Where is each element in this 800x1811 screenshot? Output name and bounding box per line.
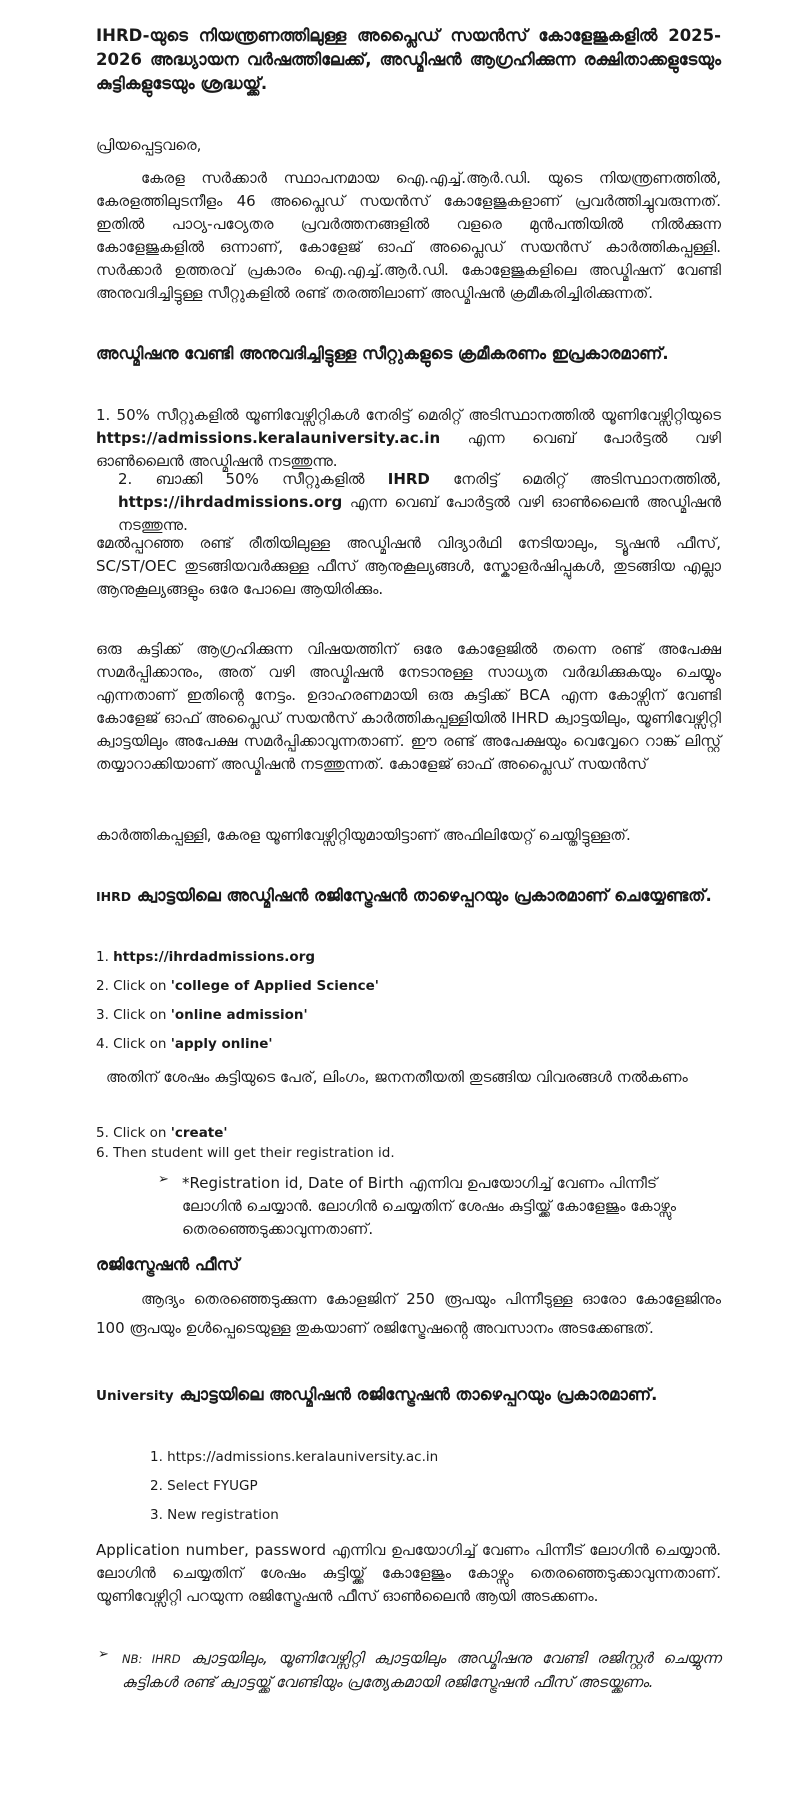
university-registration-heading [96,1380,721,1440]
common-benefits-paragraph: മേൽപ്പറഞ്ഞ രണ്ട് രീതിയിലുള്ള അഡ്മിഷൻ വിദ്യാർഥി നേടിയാലും, ട്യൂഷൻ ഫീസ്, SC/ST/OEC തുടങ്ങിയവർക്കുള്ള ഫീസ് ആനുകൂല്യങ്ങൾ, സ്കോളർഷിപ്പുകൾ, തുടങ്ങിയ എല്ലാ ആനുകൂല്യങ്ങളും ഒരേ പോലെ ആയിരിക്കും. [96,534,721,598]
arrow-bullet-icon: ➢ [98,1647,109,1662]
ihrd-step-3-target: 'online admission' [170,1007,308,1023]
ihrd-step-2-target: 'college of Applied Science' [170,978,379,994]
seat-arrangement-heading: അഡ്മിഷനു വേണ്ടി അനുവദിച്ചിട്ടുള്ള സീറ്റുകളുടെ ക്രമീകരണം ഇപ്രകാരമാണ്. [96,344,669,363]
ihrd-step-1 [96,946,721,975]
ihrd-step-1-number: 1. [96,949,114,965]
seat-item-1 [96,404,721,470]
seat-item-2-tail: എന്ന വെബ് പോർട്ടൽ വഴി ഓൺലൈൻ അഡ്മിഷൻ നടത്തുന്നു. [118,493,721,534]
seat-item-1-tail: എന്ന വെബ് പോർട്ടൽ വഴി ഓൺലൈൻ അഡ്മിഷൻ നടത്തുന്നു. [96,429,721,470]
kerala-university-link[interactable]: https://admissions.keralauniversity.ac.in [96,429,441,447]
ihrd-details-instruction: അതിന് ശേഷം കുട്ടിയുടെ പേര്, ലിംഗം, ജനനതീയതി തുടങ്ങിയ വിവരങ്ങൾ നൽകണം [106,1068,688,1086]
seat-item-1-text: 1. 50% സീറ്റുകളിൽ യൂണിവേഴ്സിറ്റികൾ നേരിട്ട് മെരിറ്റ് അടിസ്ഥാനത്തിൽ യൂണിവേഴ്സിറ്റിയുടെ [96,406,721,424]
ihrd-step-2 [96,975,721,1004]
ihrd-step-3-text: 3. Click on [96,1007,171,1023]
ihrd-step-1-link[interactable]: https://ihrdadmissions.org [113,949,316,965]
seat-item-2-mid: നേരിട്ട് മെരിറ്റ് അടിസ്ഥാനത്തിൽ, [429,470,722,488]
ihrd-step-5-target: 'create' [170,1125,228,1141]
ihrd-admissions-link[interactable]: https://ihrdadmissions.org [118,493,343,511]
seat-item-2-text: 2. ബാക്കി 50% സീറ്റുകളിൽ [118,470,388,488]
ihrd-registration-heading [96,884,721,932]
university-heading-prefix: University [96,1388,174,1404]
registration-fee-heading: രജിസ്ട്രേഷൻ ഫീസ് [96,1255,240,1274]
ihrd-step-4-target: 'apply online' [170,1036,273,1052]
nb-note-text [122,1647,721,1716]
login-note [158,1172,721,1241]
nb-prefix: NB: IHRD [122,1652,181,1666]
ihrd-step-5-text: 5. Click on [96,1125,171,1141]
affiliation-paragraph: കാർത്തികപ്പള്ളി, കേരള യൂണിവേഴ്സിറ്റിയുമായിട്ടാണ് അഫിലിയേറ്റ് ചെയ്തിട്ടുള്ളത്. [96,826,631,844]
nb-body: ക്വാട്ടയിലും, യൂണിവേഴ്സിറ്റി ക്വാട്ടയിലും അഡ്മിഷനു വേണ്ടി രജിസ്റ്റർ ചെയ്യുന്ന കുട്ടികൾ രണ്ട് ക്വാട്ടയ്ക്ക് വേണ്ടിയും പ്രത്യേകമായി രജിസ്ട്രേഷൻ ഫീസ് അടയ്ക്കണം. [122,1649,721,1691]
university-step-2: 2. Select FYUGP [150,1478,258,1494]
ihrd-steps-list [96,946,721,1062]
login-note-text: *Registration id, Date of Birth എന്നിവ ഉപയോഗിച്ച് വേണം പിന്നീട് ലോഗിൻ ചെയ്യാൻ. ലോഗിൻ ചെയ്യതിന് ശേഷം കുട്ടിയ്ക്ക് കോളേജും കോഴ്സും തെരഞ്ഞെടുക്കാവുന്നതാണ്. [182,1174,677,1238]
document-page [96,24,721,1716]
seat-item-2-org: IHRD [387,470,430,488]
seat-item-2 [118,468,722,534]
university-steps-list [150,1446,721,1533]
university-login-paragraph: Application number, password എന്നിവ ഉപയോഗിച്ച് വേണം പിന്നീട് ലോഗിൻ ചെയ്യാൻ. ലോഗിൻ ചെയ്യതിന് ശേഷം കുട്ടിയ്ക്ക് കോളേജും കോഴ്സും തെരഞ്ഞെടുക്കാവുന്നതാണ്. യൂണിവേഴ്സിറ്റി പറയുന്ന രജിസ്ട്രേഷൻ ഫീസ് ഓൺലൈൻ ആയി അടക്കണം. [96,1541,721,1605]
university-step-3: 3. New registration [150,1507,279,1523]
intro-paragraph: കേരള സർക്കാർ സ്ഥാപനമായ ഐ.എച്ച്.ആർ.ഡി. യുടെ നിയന്ത്രണത്തിൽ, കേരളത്തിലുടനീളം 46 അപ്ലൈഡ് സയൻസ് കോളേജുകളാണ് പ്രവർത്തിച്ചുവരുന്നത്. ഇതിൽ പാഠ്യ-പഠ്യേതര പ്രവർത്തനങ്ങളിൽ വളരെ മുൻപന്തിയിൽ നിൽക്കുന്ന കോളേജുകളിൽ ഒന്നാണ്, കോളേജ് ഓഫ് അപ്ലൈഡ് സയൻസ് കാർത്തികപ്പള്ളി. സർക്കാർ ഉത്തരവ് പ്രകാരം ഐ.എച്ച്.ആർ.ഡി. കോളേജുകളിലെ അഡ്മിഷന് വേണ്ടി അനുവദിച്ചിട്ടുള്ള സീറ്റുകളിൽ രണ്ട് തരത്തിലാണ് അഡ്മിഷൻ ക്രമീകരിച്ചിരിക്കുന്നത്. [96,169,721,302]
university-heading-text: ക്വാട്ടയിലെ അഡ്മിഷൻ രജിസ്ട്രേഷൻ താഴെപ്പറയും പ്രകാരമാണ്. [173,1385,658,1404]
ihrd-step-4 [96,1033,721,1062]
registration-fee-text: ആദ്യം തെരഞ്ഞെടുക്കുന്ന കോളജിന് 250 രൂപയും പിന്നീടുള്ള ഓരോ കോളേജിനും 100 രൂപയും ഉൾപ്പെടെയുള്ള തുകയാണ് രജിസ്ട്രേഷൻ്റെ അവസാനം അടക്കേണ്ടത്. [96,1290,721,1337]
university-step-1: 1. https://admissions.keralauniversity.ac.in [150,1449,439,1465]
ihrd-step-3 [96,1004,721,1033]
ihrd-step-5 [96,1122,721,1142]
ihrd-heading-prefix: IHRD [96,889,132,904]
ihrd-step-2-text: 2. Click on [96,978,171,994]
dual-application-paragraph: ഒരു കുട്ടിക്ക് ആഗ്രഹിക്കുന്ന വിഷയത്തിന് ഒരേ കോളേജിൽ തന്നെ രണ്ട് അപേക്ഷ സമർപ്പിക്കാനും, അത് വഴി അഡ്മിഷൻ നേടാനുള്ള സാധ്യത വർദ്ധിക്കുകയും ചെയ്യും എന്നതാണ് ഇതിൻ്റെ നേട്ടം. ഉദാഹരണമായി ഒരു കുട്ടിക്ക് BCA എന്ന കോഴ്സിന് വേണ്ടി കോളേജ് ഓഫ് അപ്ലൈഡ് സയൻസ് കാർത്തികപ്പള്ളിയിൽ IHRD ക്വാട്ടയിലും, യൂണിവേഴ്സിറ്റി ക്വാട്ടയിലും അപേക്ഷ സമർപ്പിക്കാവുന്നതാണ്. ഈ രണ്ട് അപേക്ഷയും വെവ്വേറെ റാങ്ക് ലിസ്റ്റ് തയ്യാറാക്കിയാണ് അഡ്മിഷൻ നടത്തുന്നത്. കോളേജ് ഓഫ് അപ്ലൈഡ് സയൻസ് [96,640,721,773]
ihrd-step-6: 6. Then student will get their registration id. [96,1145,395,1161]
ihrd-heading-text: ക്വാട്ടയിലെ അഡ്മിഷൻ രജിസ്ട്രേഷൻ താഴെപ്പറയും പ്രകാരമാണ് ചെയ്യേണ്ടത്. [131,886,712,905]
nb-note [98,1647,721,1716]
ihrd-step-4-text: 4. Click on [96,1036,171,1052]
greeting: പ്രിയപ്പെട്ടവരെ, [96,136,202,154]
page-title: IHRD-യുടെ നിയന്ത്രണത്തിലുള്ള അപ്ലൈഡ് സയൻസ് കോളേജുകളിൽ 2025-2026 അദ്ധ്യായന വർഷത്തിലേക്ക്, അഡ്മിഷൻ ആഗ്രഹിക്കുന്ന രക്ഷിതാക്കളുടേയും കുട്ടികളുടേയും ശ്രദ്ധയ്ക്ക്. [96,26,721,93]
arrow-bullet-icon: ➢ [158,1172,169,1187]
